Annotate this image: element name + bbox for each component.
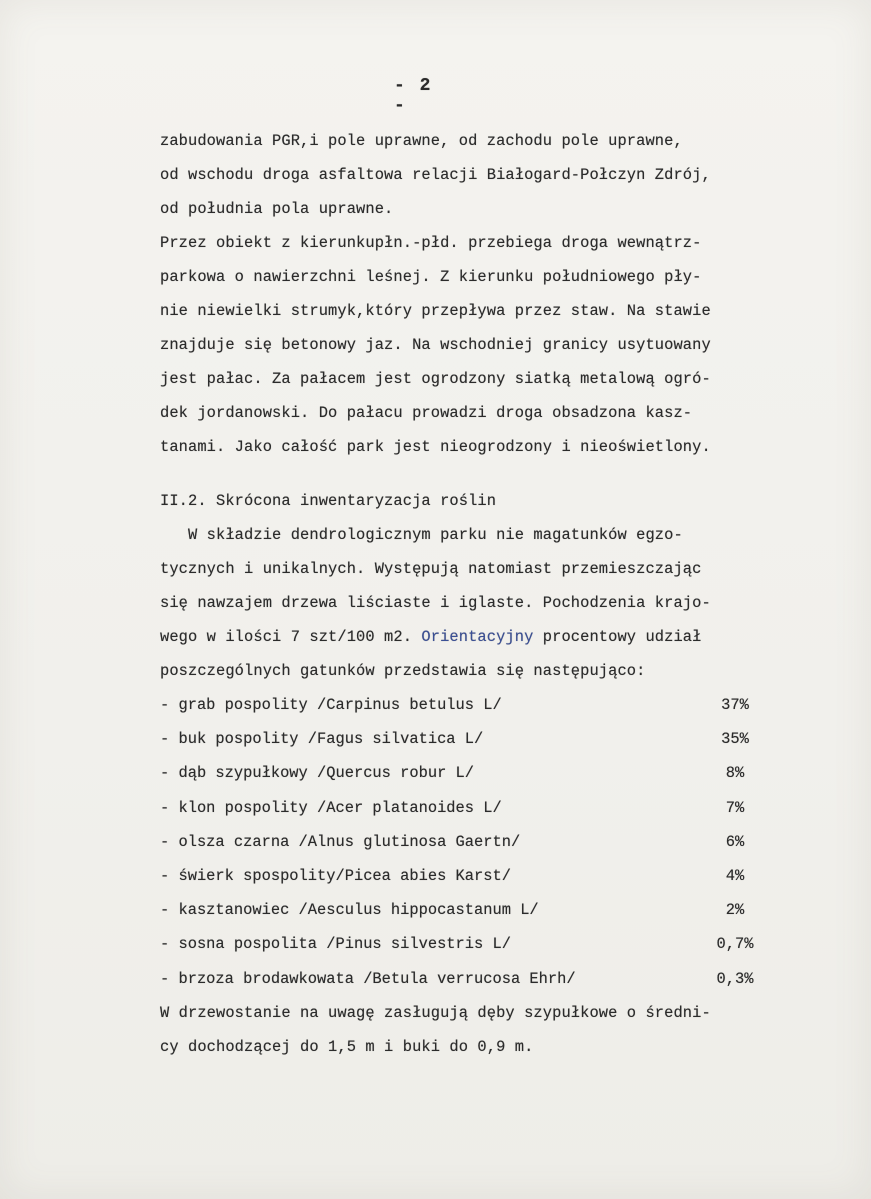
species-name: - olsza czarna /Alnus glutinosa Gaertn/ — [160, 832, 521, 851]
species-name: - klon pospolity /Acer platanoides L/ — [160, 798, 502, 817]
species-name: - sosna pospolita /Pinus silvestris L/ — [160, 935, 511, 954]
paragraph-inventory — [160, 518, 810, 688]
species-name: - kasztanowiec /Aesculus hippocastanum L/ — [160, 901, 539, 920]
species-row — [160, 859, 770, 893]
text-line: dek jordanowski. Do pałacu prowadzi droga obsadzona kasz- — [160, 404, 693, 422]
section-heading: II.2. Skrócona inwentaryzacja roślin — [160, 492, 497, 510]
species-name: - grab pospolity /Carpinus betulus L/ — [160, 696, 502, 714]
species-percent: 0,7% — [716, 935, 754, 954]
species-row — [160, 825, 770, 859]
species-percent: 4% — [725, 866, 745, 885]
species-percent: 7% — [725, 798, 745, 817]
page-number: - 2 - — [394, 76, 433, 116]
paragraph-location — [160, 124, 810, 464]
species-percent: 8% — [725, 764, 745, 783]
text-line: się nawzajem drzewa liściaste i iglaste. Pochodzenia krajo- — [160, 594, 711, 612]
species-row — [160, 722, 770, 756]
species-row — [160, 756, 770, 790]
species-name: - buk pospolity /Fagus silvatica L/ — [160, 730, 484, 749]
species-name: - dąb szypułkowy /Quercus robur L/ — [160, 764, 475, 783]
species-percent: 37% — [721, 696, 749, 714]
text-line: od wschodu droga asfaltowa relacji Białogard-Połczyn Zdrój, — [160, 166, 711, 184]
species-row — [160, 893, 770, 927]
species-name: - brzoza brodawkowata /Betula verrucosa Ehrh/ — [160, 969, 576, 988]
species-percent: 35% — [721, 730, 749, 749]
text-line — [160, 620, 810, 654]
text-line: od południa pola uprawne. — [160, 200, 394, 218]
text-fragment: wego w ilości 7 szt/100 m2. — [160, 628, 422, 646]
text-line: jest pałac. Za pałacem jest ogrodzony siatką metalową ogró- — [160, 370, 711, 388]
species-percent: 0,3% — [716, 969, 754, 988]
text-line: parkowa o nawierzchni leśnej. Z kierunku południowego pły- — [160, 268, 702, 286]
species-list — [160, 688, 810, 996]
species-row — [160, 962, 770, 996]
species-row — [160, 927, 770, 961]
species-percent: 2% — [725, 901, 745, 920]
text-line: W składzie dendrologicznym parku nie magatunków egzo- — [160, 526, 683, 544]
text-line: cy dochodzącej do 1,5 m i buki do 0,9 m. — [160, 1037, 534, 1056]
species-name: - świerk spospolity/Picea abies Karst/ — [160, 866, 511, 885]
paragraph-notable-trees — [160, 996, 810, 1064]
document-body — [160, 124, 810, 1064]
text-line: poszczególnych gatunków przedstawia się następująco: — [160, 662, 646, 680]
text-line: W drzewostanie na uwagę zasługują dęby szypułkowe o średni- — [160, 1003, 711, 1022]
text-line: Przez obiekt z kierunkupłn.-płd. przebiega droga wewnątrz- — [160, 234, 702, 252]
text-line: tycznych i unikalnych. Występują natomiast przemieszczając — [160, 560, 702, 578]
species-percent: 6% — [725, 832, 745, 851]
text-line: zabudowania PGR,i pole uprawne, od zachodu pole uprawne, — [160, 132, 683, 150]
text-line: znajduje się betonowy jaz. Na wschodniej granicy usytuowany — [160, 336, 711, 354]
text-line: tanami. Jako całość park jest nieogrodzony i nieoświetlony. — [160, 438, 711, 456]
blue-overtyped-word: Orientacyjny — [421, 628, 534, 646]
species-row — [160, 791, 770, 825]
text-line: nie niewielki strumyk,który przepływa przez staw. Na stawie — [160, 302, 711, 320]
text-fragment: procentowy udział — [533, 628, 702, 646]
species-row — [160, 688, 770, 722]
